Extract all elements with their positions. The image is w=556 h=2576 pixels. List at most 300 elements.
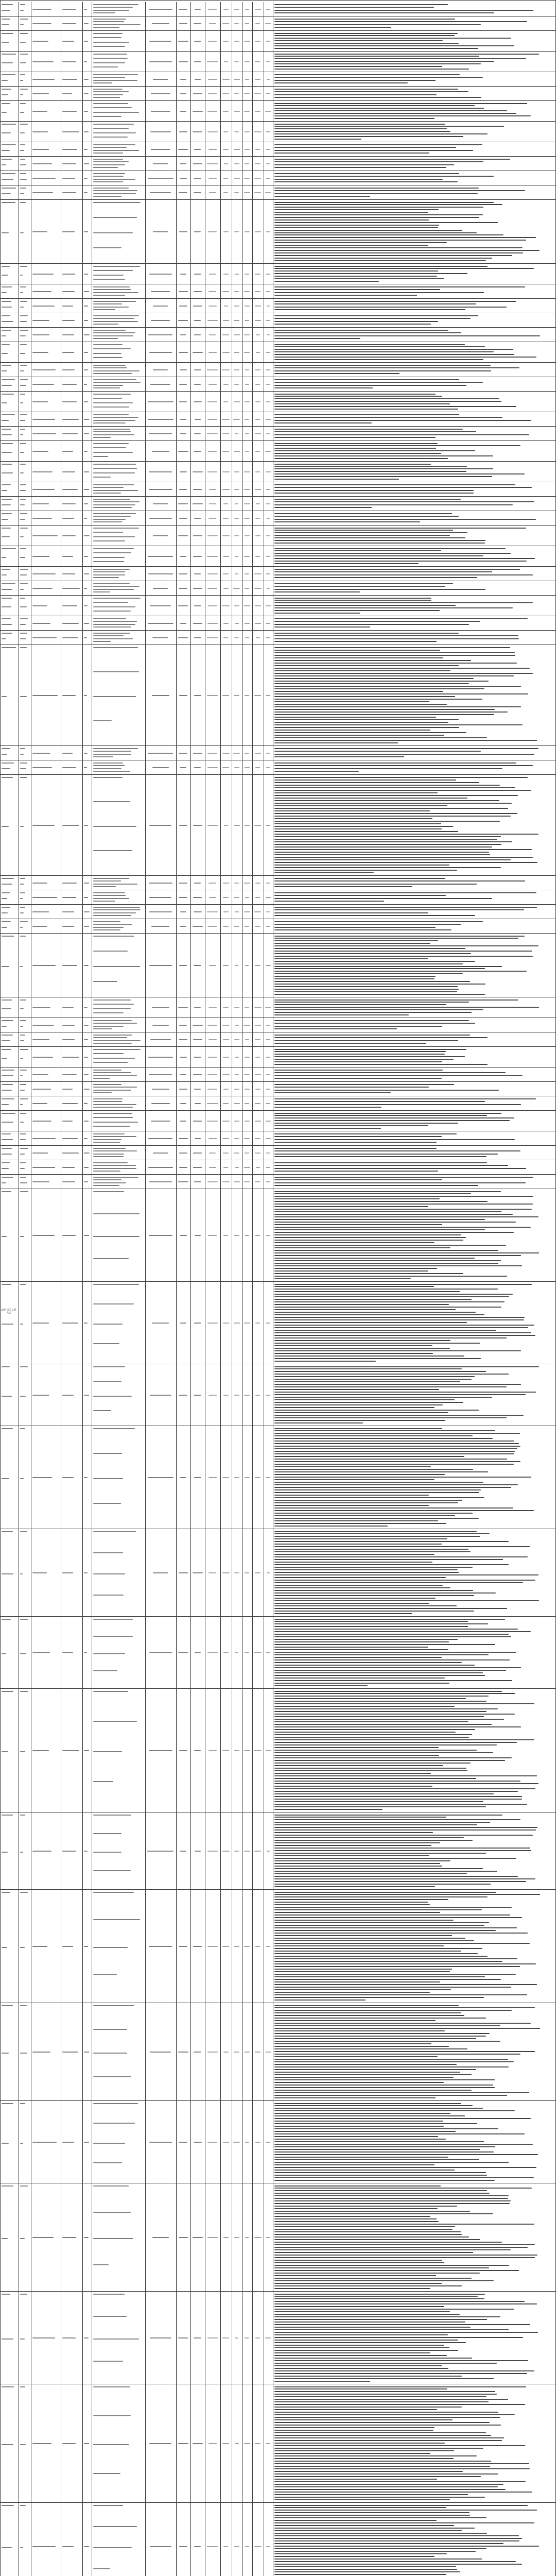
cell-text	[194, 1750, 201, 1751]
column-divider	[220, 1018, 221, 1032]
cell-text	[274, 1892, 496, 1893]
cell-text	[274, 1706, 455, 1707]
column-divider	[82, 631, 83, 645]
cell-text	[274, 1204, 533, 1205]
cell-text	[208, 1477, 217, 1478]
table-row	[0, 142, 556, 157]
cell-text	[274, 2157, 448, 2158]
cell-text	[93, 1284, 139, 1285]
cell-text	[274, 907, 537, 908]
cell-text	[274, 1927, 517, 1928]
cell-text	[93, 437, 111, 438]
table-row	[0, 2101, 556, 2183]
cell-text	[274, 2358, 472, 2359]
cell-text	[274, 2494, 468, 2495]
cell-text	[223, 1103, 229, 1104]
column-divider	[145, 631, 146, 645]
cell-text	[274, 2448, 483, 2449]
column-divider	[145, 1617, 146, 1689]
column-divider	[252, 775, 253, 876]
cell-text	[195, 9, 201, 10]
cell-text	[222, 352, 230, 353]
cell-text	[195, 1652, 201, 1653]
cell-text	[274, 1028, 397, 1029]
cell-text	[274, 1206, 428, 1207]
cell-text	[20, 1122, 24, 1123]
cell-text	[244, 352, 250, 353]
column-divider	[82, 876, 83, 890]
cell-text	[223, 149, 229, 150]
cell-text	[274, 2077, 454, 2078]
cell-text	[274, 2512, 470, 2513]
cell-text	[266, 1039, 270, 1040]
column-divider	[176, 200, 177, 264]
cell-text	[93, 624, 135, 625]
cell-text	[93, 1182, 126, 1183]
cell-text	[20, 132, 25, 133]
cell-text	[267, 518, 270, 519]
column-divider	[252, 905, 253, 919]
table-row	[0, 596, 556, 616]
column-divider	[176, 1131, 177, 1146]
cell-text	[274, 105, 475, 106]
cell-text	[93, 94, 123, 95]
cell-text	[274, 1878, 535, 1879]
cell-text	[2, 696, 7, 697]
cell-text	[178, 451, 188, 452]
cell-text	[152, 2237, 169, 2238]
cell-text	[274, 1477, 531, 1478]
cell-text	[20, 315, 28, 316]
cell-text	[234, 1007, 239, 1008]
cell-text	[223, 883, 229, 884]
table-row	[0, 1689, 556, 1812]
cell-text	[84, 2237, 89, 2238]
cell-text	[208, 2443, 217, 2444]
cell-text	[93, 1008, 131, 1009]
column-divider	[252, 185, 253, 200]
cell-text	[274, 1819, 520, 1820]
cell-text	[274, 1043, 426, 1044]
cell-text	[223, 41, 229, 42]
cell-text	[274, 1392, 536, 1393]
cell-text	[274, 583, 453, 584]
cell-text	[274, 1451, 515, 1452]
cell-text	[222, 535, 230, 536]
cell-text	[151, 320, 170, 321]
column-divider	[82, 157, 83, 171]
column-divider	[82, 2, 83, 16]
cell-text	[93, 647, 138, 648]
cell-text	[32, 61, 54, 62]
cell-text	[274, 1582, 523, 1583]
cell-text	[20, 569, 28, 570]
column-divider	[190, 1812, 191, 1890]
cell-text	[274, 1536, 480, 1537]
column-divider	[190, 1617, 191, 1689]
cell-text	[93, 1107, 133, 1108]
column-divider	[176, 1617, 177, 1689]
table-row	[0, 1890, 556, 2003]
cell-text	[274, 204, 502, 205]
cell-text	[274, 113, 516, 114]
cell-text	[274, 237, 536, 238]
cell-text	[274, 1997, 484, 1998]
table-row	[0, 427, 556, 441]
cell-text	[151, 926, 169, 927]
cell-text	[20, 464, 26, 465]
cell-text	[207, 535, 218, 536]
cell-text	[20, 2386, 25, 2387]
cell-text	[274, 665, 459, 666]
column-divider	[176, 482, 177, 497]
column-divider	[252, 363, 253, 377]
cell-text	[93, 756, 113, 757]
cell-text	[274, 35, 455, 36]
cell-text	[274, 188, 479, 189]
column-divider	[145, 1111, 146, 1131]
cell-text	[274, 1227, 531, 1228]
cell-text	[207, 433, 218, 434]
cell-text	[244, 334, 250, 335]
cell-text	[2, 94, 8, 95]
column-divider	[82, 1018, 83, 1032]
cell-text	[274, 2275, 436, 2276]
cell-text	[32, 1074, 48, 1075]
cell-text	[20, 1428, 25, 1429]
column-divider	[220, 328, 221, 342]
column-divider	[220, 1189, 221, 1282]
cell-text	[255, 451, 260, 452]
column-divider	[82, 997, 83, 1018]
cell-text	[32, 1167, 55, 1168]
cell-text	[93, 1428, 135, 1429]
cell-text	[194, 518, 201, 519]
column-divider	[220, 462, 221, 482]
cell-text	[234, 605, 239, 606]
table-row	[0, 16, 556, 31]
cell-text	[20, 927, 23, 928]
cell-text	[32, 605, 47, 606]
cell-text	[223, 503, 228, 504]
cell-text	[274, 870, 457, 871]
cell-text	[178, 535, 188, 536]
cell-text	[84, 131, 89, 132]
cell-text	[266, 2142, 270, 2143]
cell-text	[93, 493, 121, 494]
cell-text	[93, 270, 133, 271]
cell-text	[274, 768, 502, 769]
cell-text	[20, 1396, 26, 1397]
cell-text	[274, 638, 519, 639]
cell-text	[153, 1572, 168, 1573]
column-divider	[252, 1689, 253, 1812]
cell-text	[93, 179, 135, 180]
column-divider	[82, 775, 83, 876]
cell-text	[149, 61, 172, 62]
cell-text	[274, 321, 438, 322]
cell-text	[274, 1371, 486, 1372]
cell-text	[209, 503, 216, 504]
cell-text	[274, 2360, 528, 2361]
cell-text	[84, 1153, 90, 1154]
column-divider	[145, 200, 146, 264]
cell-text	[274, 2520, 437, 2521]
cell-text	[93, 2264, 109, 2265]
cell-text	[274, 1101, 485, 1102]
cell-text	[93, 532, 123, 533]
column-divider	[220, 1160, 221, 1175]
column-divider	[190, 1890, 191, 2003]
cell-text	[274, 56, 479, 57]
column-divider	[252, 890, 253, 905]
cell-text	[150, 192, 171, 193]
cell-text	[20, 999, 26, 1001]
table-row	[0, 171, 556, 185]
cell-text	[84, 178, 88, 179]
cell-text	[93, 456, 108, 457]
cell-text	[194, 883, 201, 884]
cell-text	[274, 940, 438, 941]
cell-text	[274, 434, 529, 435]
cell-text	[207, 1025, 217, 1026]
cell-text	[274, 1433, 520, 1434]
cell-text	[20, 1162, 26, 1163]
cell-text	[274, 2110, 515, 2111]
cell-text	[274, 618, 528, 619]
column-divider	[220, 52, 221, 72]
column-divider	[252, 1364, 253, 1426]
column-divider	[252, 284, 253, 299]
cell-text	[255, 274, 260, 275]
cell-text	[32, 41, 48, 42]
cell-text	[274, 2239, 480, 2240]
cell-text	[274, 2249, 511, 2250]
cell-text	[93, 1892, 134, 1893]
cell-text	[149, 965, 172, 966]
cell-text	[150, 605, 171, 606]
cell-text	[274, 2121, 443, 2122]
column-divider	[252, 482, 253, 497]
cell-text	[266, 471, 271, 472]
cell-text	[2, 292, 7, 293]
cell-text	[254, 178, 261, 179]
cell-text	[245, 274, 249, 275]
column-divider	[190, 1131, 191, 1146]
column-divider	[82, 596, 83, 616]
cell-text	[274, 540, 485, 541]
table-row	[0, 328, 556, 342]
cell-text	[62, 767, 76, 768]
cell-text	[93, 365, 126, 366]
cell-text	[274, 1487, 511, 1488]
cell-text	[20, 513, 27, 514]
cell-text	[2, 19, 10, 20]
cell-text	[195, 79, 201, 80]
cell-text	[266, 1477, 270, 1478]
cell-text	[274, 1240, 463, 1241]
cell-text	[233, 419, 240, 420]
cell-text	[274, 2499, 450, 2500]
column-divider	[220, 1364, 221, 1426]
cell-text	[234, 1121, 239, 1122]
column-divider	[220, 2101, 221, 2183]
cell-text	[274, 1685, 368, 1686]
cell-text	[2, 1177, 13, 1178]
cell-text	[274, 681, 489, 682]
cell-text	[274, 1971, 450, 1972]
cell-text	[208, 93, 217, 94]
cell-text	[274, 1732, 456, 1733]
cell-text	[274, 2538, 522, 2539]
cell-text	[274, 2285, 462, 2286]
cell-text	[84, 695, 87, 696]
cell-text	[255, 883, 260, 884]
cell-text	[245, 306, 250, 307]
cell-text	[93, 159, 123, 160]
column-divider	[82, 264, 83, 284]
cell-text	[274, 1484, 518, 1485]
column-divider	[145, 1067, 146, 1082]
cell-text	[93, 1870, 131, 1871]
cell-text	[274, 2458, 454, 2459]
cell-text	[235, 1167, 239, 1168]
cell-text	[274, 1987, 511, 1988]
cell-text	[274, 1381, 460, 1382]
column-divider	[252, 157, 253, 171]
cell-text	[274, 1232, 514, 1233]
cell-text	[274, 2530, 462, 2531]
column-divider	[145, 876, 146, 890]
cell-text	[20, 1020, 26, 1021]
column-divider	[82, 511, 83, 526]
cell-text	[274, 1059, 454, 1060]
cell-text	[234, 231, 239, 232]
cell-text	[274, 2486, 498, 2487]
cell-text	[267, 306, 270, 307]
cell-text	[274, 1211, 501, 1212]
column-divider	[190, 1426, 191, 1529]
cell-text	[207, 401, 217, 402]
cell-text	[274, 1335, 535, 1336]
cell-text	[93, 1503, 121, 1504]
cell-text	[255, 1153, 260, 1154]
cell-text	[274, 24, 481, 25]
cell-text	[274, 1422, 363, 1423]
cell-text	[193, 897, 202, 898]
table-row	[0, 890, 556, 905]
column-divider	[145, 890, 146, 905]
cell-text	[274, 591, 360, 592]
cell-text	[274, 1572, 459, 1573]
cell-text	[274, 1350, 521, 1351]
cell-text	[274, 1574, 538, 1575]
cell-text	[274, 1520, 438, 1521]
cell-text	[180, 1121, 186, 1122]
cell-text	[193, 111, 203, 112]
cell-text	[20, 94, 23, 95]
cell-text	[62, 1138, 78, 1139]
cell-text	[149, 2142, 172, 2143]
cell-text	[2, 420, 9, 421]
column-divider	[252, 171, 253, 185]
cell-text	[274, 2479, 437, 2480]
cell-text	[93, 561, 124, 562]
cell-text	[180, 471, 187, 472]
table-row	[0, 392, 556, 412]
cell-text	[62, 2443, 76, 2444]
cell-text	[274, 1948, 482, 1949]
cell-text	[179, 883, 187, 884]
cell-text	[234, 1946, 239, 1947]
cell-text	[274, 2095, 507, 2096]
cell-text	[274, 292, 484, 293]
cell-text	[274, 1358, 481, 1359]
cell-text	[32, 753, 50, 754]
cell-text	[2, 557, 6, 558]
cell-text	[274, 2007, 535, 2008]
cell-text	[32, 369, 56, 370]
column-divider	[176, 919, 177, 934]
cell-text	[245, 2052, 250, 2053]
cell-text	[274, 787, 515, 788]
cell-text	[93, 137, 128, 138]
cell-text	[266, 695, 270, 696]
cell-text	[32, 1138, 56, 1139]
cell-text	[207, 556, 218, 557]
column-divider	[190, 905, 191, 919]
cell-text	[2, 1852, 8, 1853]
cell-text	[223, 1323, 229, 1324]
cell-text	[180, 334, 186, 335]
cell-text	[274, 2553, 447, 2554]
cell-text	[266, 93, 270, 94]
cell-text	[245, 231, 250, 232]
cell-text	[93, 330, 126, 331]
cell-text	[266, 163, 270, 164]
cell-text	[274, 1125, 428, 1126]
cell-text	[274, 1768, 466, 1769]
cell-text	[84, 1089, 90, 1090]
cell-text	[20, 42, 26, 43]
cell-text	[208, 149, 217, 150]
cell-text	[274, 2288, 430, 2289]
column-divider	[220, 185, 221, 200]
cell-text	[93, 999, 131, 1001]
cell-text	[222, 23, 229, 24]
cell-text	[93, 1573, 125, 1574]
cell-text	[93, 2103, 138, 2104]
cell-text	[93, 1815, 131, 1816]
cell-text	[93, 1136, 136, 1137]
cell-text	[274, 2193, 490, 2194]
cell-text	[93, 1028, 112, 1029]
cell-text	[274, 1309, 456, 1310]
cell-text	[20, 10, 24, 11]
cell-text	[274, 2072, 460, 2073]
cell-text	[93, 357, 123, 358]
cell-text	[153, 369, 168, 370]
cell-text	[274, 2012, 461, 2013]
cell-text	[274, 951, 532, 952]
cell-text	[274, 2409, 437, 2410]
cell-text	[274, 1734, 472, 1735]
column-divider	[145, 1364, 146, 1426]
cell-text	[93, 464, 136, 465]
cell-text	[179, 401, 187, 402]
cell-text	[20, 2103, 25, 2104]
cell-text	[274, 2252, 473, 2253]
